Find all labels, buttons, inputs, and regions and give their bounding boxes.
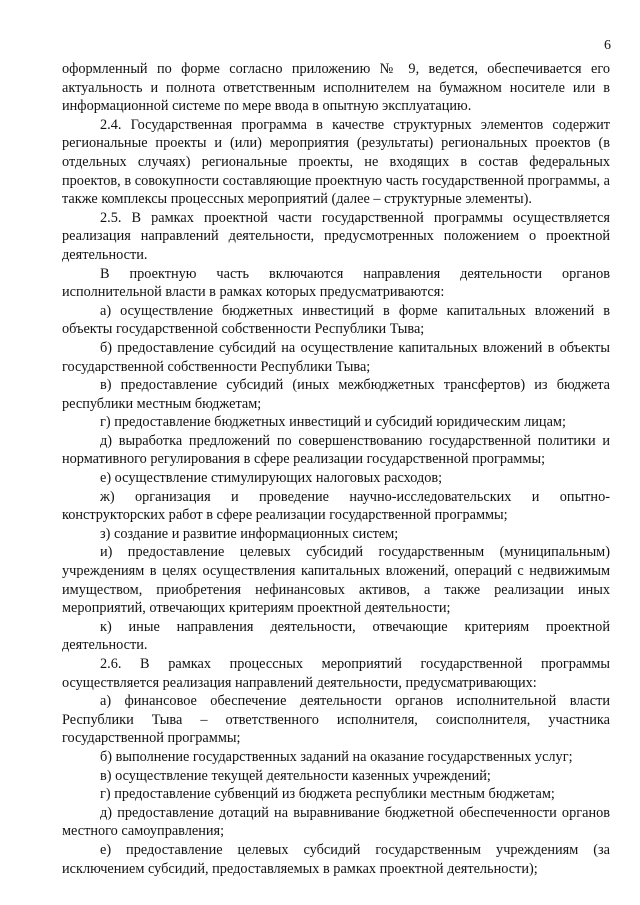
paragraph-2-5: 2.5. В рамках проектной части государственной программы осуществляется реализация направлений деятельности, предусмотренных положением о проектной деятельности. bbox=[62, 209, 610, 263]
list-item-a: а) осуществление бюджетных инвестиций в форме капитальных вложений в объекты государственной собственности Республики Тыва; bbox=[62, 302, 610, 338]
list-item-zh: ж) организация и проведение научно-исследовательских и опытно-конструкторских работ в сфере реализации государственной программы; bbox=[62, 488, 610, 524]
paragraph-2-6: 2.6. В рамках процессных мероприятий государственной программы осуществляется реализация направлений деятельности, предусматривающих: bbox=[62, 656, 610, 691]
list-item-i: и) предоставление целевых субсидий государственным (муниципальным) учреждениям в целях осуществления капитальных вложений, операций с недвижимым имуществом, приобретения нефинансовых активов, а также реализации иных мероприятий, отвечающих критериям проектной деятельности; bbox=[62, 544, 610, 617]
list-item-z: з) создание и развитие информационных систем; bbox=[100, 525, 399, 542]
paragraph-2-4: 2.4. Государственная программа в качестве структурных элементов содержит региональные проекты и (или) мероприятия (результаты) региональных проектов (в отдельных случаях) региональные проекты, не входящих в состав федеральных проектов, в совокупности составляющие проектную часть государственной программы, а также комплексы процессных мероприятий (далее – структурные элементы). bbox=[62, 116, 610, 208]
list-item-k: к) иные направления деятельности, отвечающие критериям проектной деятельности. bbox=[62, 618, 610, 654]
list-item-g: г) предоставление бюджетных инвестиций и субсидий юридическим лицам; bbox=[100, 414, 566, 431]
paragraph-continuation: оформленный по форме согласно приложению № 9, ведется, обеспечивается его актуальность и полнота ответственным исполнителем на бумажном носителе или в информационной системе по мере ввода в опытную эксплуатацию. bbox=[62, 61, 610, 115]
paragraph-project-part-intro: В проектную часть включаются направления деятельности органов исполнительной власти в рамках которых предусматриваются: bbox=[62, 265, 610, 301]
process-list-item-a: а) финансовое обеспечение деятельности органов исполнительной власти Республики Тыва – ответственного исполнителя, соисполнителя, участника государственной программы; bbox=[62, 693, 610, 747]
list-item-e: е) осуществление стимулирующих налоговых расходов; bbox=[100, 470, 443, 487]
list-item-b: б) предоставление субсидий на осуществление капитальных вложений в объекты государственной собственности Республики Тыва; bbox=[62, 339, 610, 375]
process-list-item-e: е) предоставление целевых субсидий государственным учреждениям (за исключением субсидий, предоставляемых в рамках проектной деятельности); bbox=[62, 841, 610, 877]
list-item-d: д) выработка предложений по совершенствованию государственной политики и нормативного регулирования в сфере реализации государственной программы; bbox=[62, 432, 610, 468]
process-list-item-v: в) осуществление текущей деятельности казенных учреждений; bbox=[100, 767, 491, 784]
document-body bbox=[62, 60, 610, 878]
process-list-item-b: б) выполнение государственных заданий на оказание государственных услуг; bbox=[100, 748, 573, 765]
page-number: 6 bbox=[604, 38, 611, 53]
list-item-v: в) предоставление субсидий (иных межбюджетных трансфертов) из бюджета республики местным бюджетам; bbox=[62, 377, 610, 412]
process-list-item-d: д) предоставление дотаций на выравнивание бюджетной обеспеченности органов местного самоуправления; bbox=[62, 804, 610, 840]
process-list-item-g: г) предоставление субвенций из бюджета республики местным бюджетам; bbox=[100, 786, 555, 803]
